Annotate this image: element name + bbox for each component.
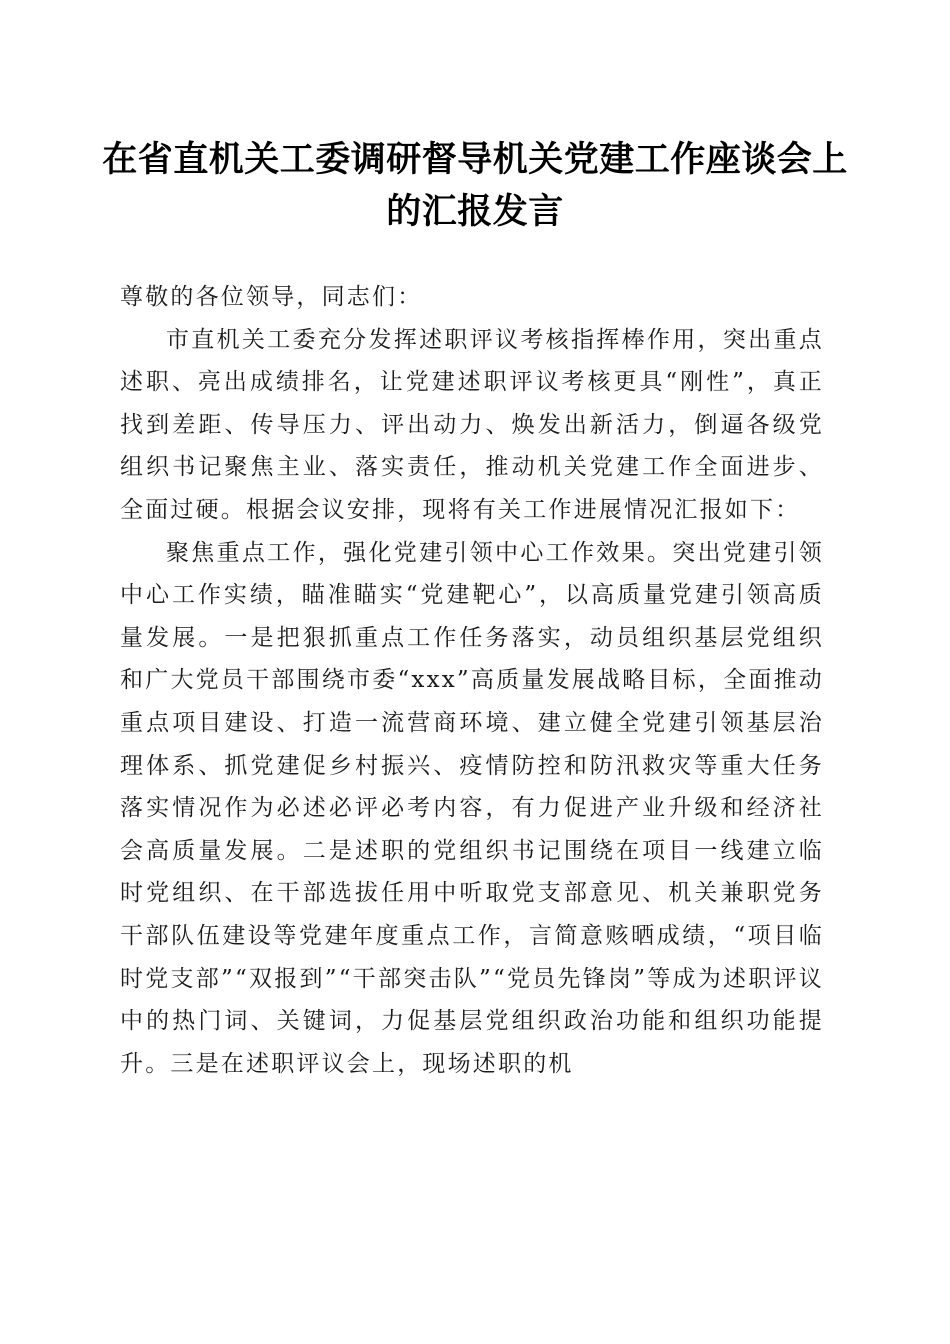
document-body bbox=[120, 276, 824, 1085]
paragraph-2: 聚焦重点工作，强化党建引领中心工作效果。突出党建引领中心工作实绩，瞄准瞄实“党建靶心”，以高质量党建引领高质量发展。一是把狠抓重点工作任务落实，动员组织基层党组织和广大党员干部围绕市委“xxx”高质量发展战略目标，全面推动重点项目建设、打造一流营商环境、建立健全党建引领基层治理体系、抓党建促乡村振兴、疫情防控和防汛救灾等重大任务落实情况作为必述必评必考内容，有力促进产业升级和经济社会高质量发展。二是述职的党组织书记围绕在项目一线建立临时党组织、在干部选拔任用中听取党支部意见、机关兼职党务干部队伍建设等党建年度重点工作，言简意赅晒成绩，“项目临时党支部”“双报到”“干部突击队”“党员先锋岗”等成为述职评议中的热门词、关键词，力促基层党组织政治功能和组织功能提升。三是在述职评议会上，现场述职的机 bbox=[120, 539, 824, 1077]
document-title: 在省直机关工委调研督导机关党建工作座谈会上的汇报发言 bbox=[102, 139, 848, 232]
salutation: 尊敬的各位领导，同志们： bbox=[120, 284, 423, 310]
paragraph-1: 市直机关工委充分发挥述职评议考核指挥棒作用，突出重点述职、亮出成绩排名，让党建述职评议考核更具“刚性”，真正找到差距、传导压力、评出动力、焕发出新活力，倒逼各级党组织书记聚焦主业、落实责任，推动机关党建工作全面进步、全面过硬。根据会议安排，现将有关工作进展情况汇报如下： bbox=[120, 326, 824, 523]
